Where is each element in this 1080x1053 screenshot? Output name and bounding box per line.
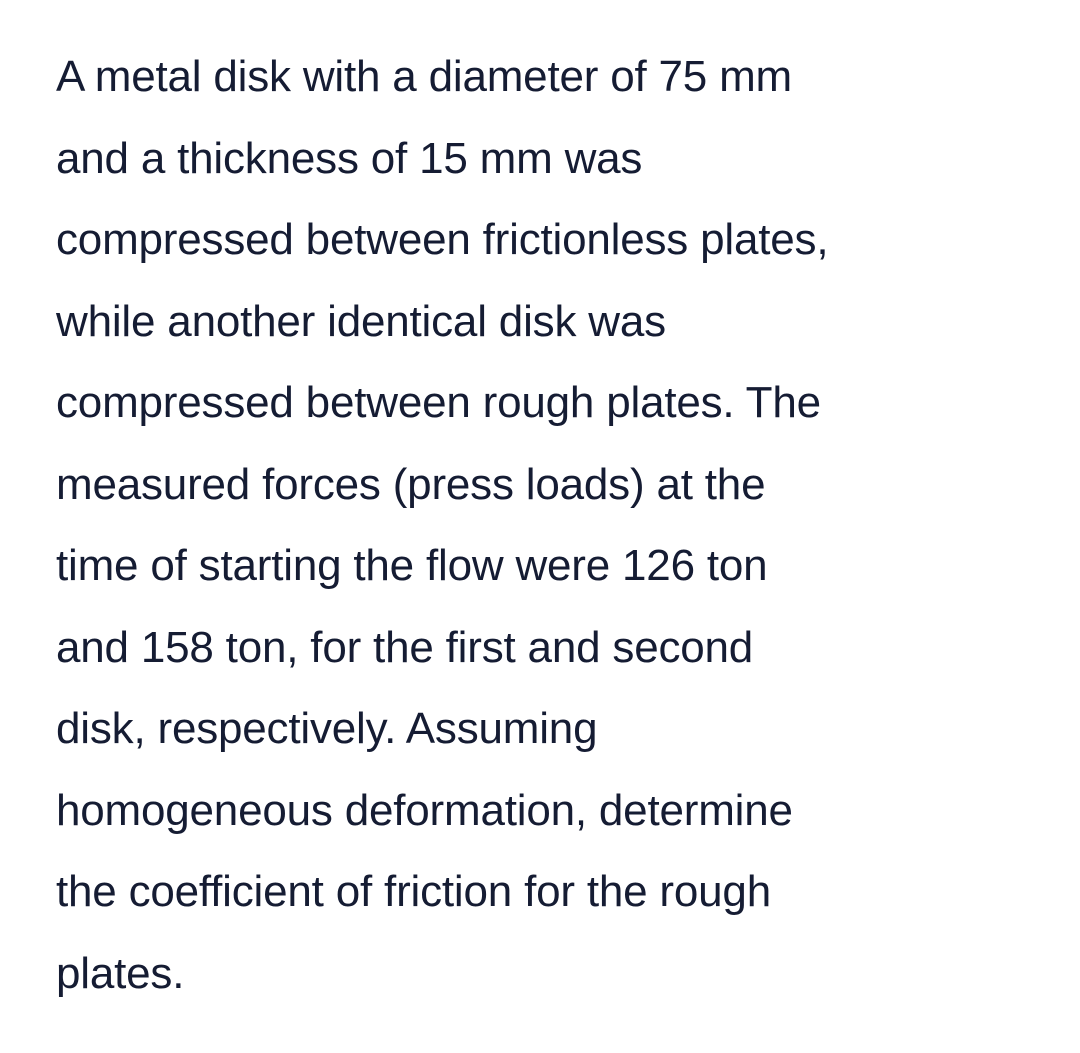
- problem-line: and 158 ton, for the first and second: [56, 622, 754, 672]
- problem-line: disk, respectively. Assuming: [56, 704, 598, 753]
- problem-text: [56, 36, 1056, 1014]
- problem-line: A metal disk with a diameter of 75 mm: [56, 52, 793, 101]
- problem-line: compressed between rough plates. The: [56, 378, 821, 427]
- problem-line: homogeneous deformation, determine: [56, 785, 793, 835]
- problem-line: measured forces (press loads) at the: [56, 459, 766, 509]
- problem-line: compressed between frictionless plates,: [56, 215, 829, 264]
- problem-line: time of starting the flow were 126 ton: [56, 541, 768, 590]
- problem-line: while another identical disk was: [56, 296, 666, 346]
- problem-line: and a thickness of 15 mm was: [56, 133, 643, 183]
- problem-line: plates.: [56, 948, 185, 998]
- problem-line: the coefficient of friction for the rough: [56, 867, 771, 916]
